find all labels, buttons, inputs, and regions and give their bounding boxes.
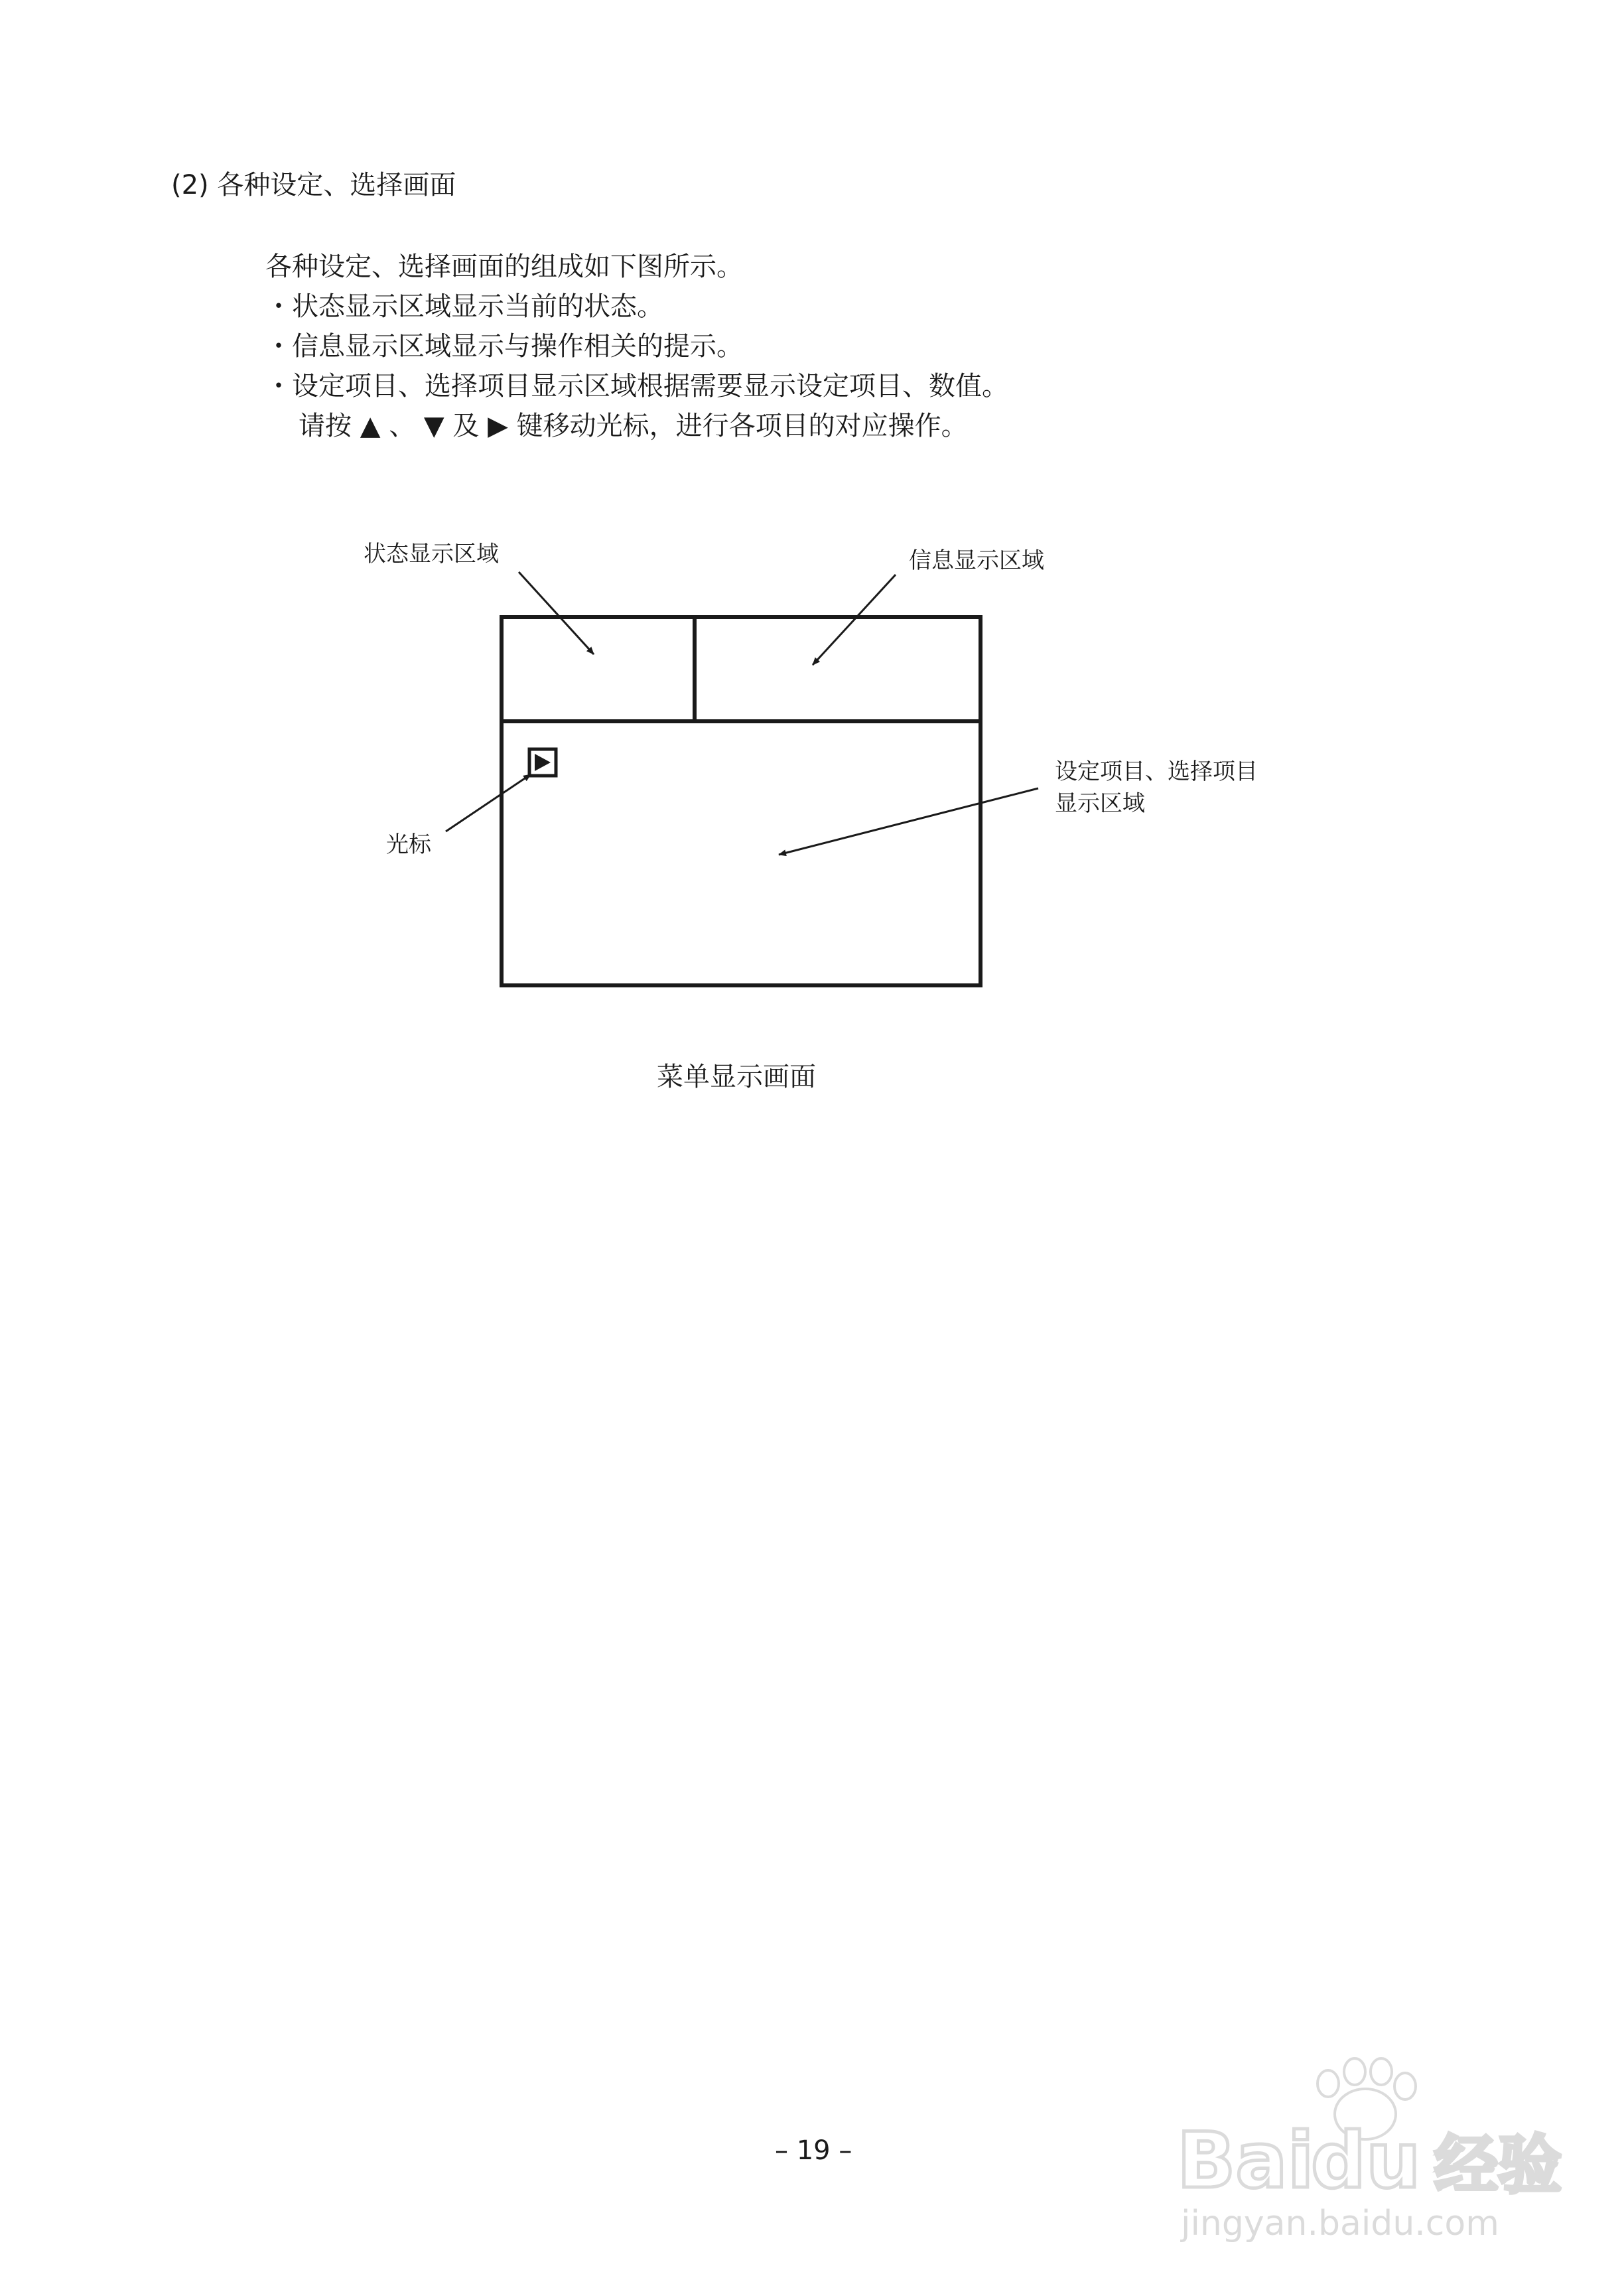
items-area-label-line2: 显示区域: [1055, 790, 1145, 817]
separator-text: 、: [389, 411, 416, 441]
instruction-suffix: 键移动光标，进行各项目的对应操作。: [516, 411, 968, 441]
info-area-label: 信息显示区域: [909, 547, 1044, 574]
instruction-prefix: 请按: [299, 411, 352, 441]
status-area-label: 状态显示区域: [364, 541, 499, 567]
cursor-label: 光标: [386, 831, 431, 858]
intro-line: 各种设定、选择画面的组成如下图所示。: [265, 251, 743, 282]
cursor-arrow: [446, 774, 531, 831]
right-triangle-icon: ▶: [488, 411, 508, 441]
info-area-arrow: [813, 575, 896, 665]
cursor-symbol: [529, 749, 556, 776]
svg-text:du: du: [1311, 2116, 1421, 2206]
svg-text:经验: 经验: [1434, 2128, 1562, 2202]
and-text: 及: [452, 411, 480, 441]
baidu-watermark-logo: [1154, 2057, 1579, 2249]
diagram-caption: 菜单显示画面: [657, 1062, 816, 1092]
svg-text:jingyan.baidu.com: jingyan.baidu.com: [1181, 2204, 1499, 2244]
svg-text:Bai: Bai: [1177, 2116, 1314, 2206]
screen-frame: [502, 617, 981, 985]
status-area-arrow: [519, 572, 594, 654]
items-area-arrow: [779, 788, 1038, 855]
down-triangle-icon: ▼: [423, 411, 444, 441]
bullet-status-area: ・状态显示区域显示当前的状态。: [265, 291, 663, 322]
bullet-items-area: ・设定项目、选择项目显示区域根据需要显示设定项目、数值。: [265, 371, 1008, 401]
section-heading: (2) 各种设定、选择画面: [171, 170, 456, 200]
up-triangle-icon: ▲: [360, 411, 381, 441]
page-number: – 19 –: [775, 2135, 852, 2166]
items-area-label-line1: 设定项目、选择项目: [1055, 758, 1258, 785]
bullet-info-area: ・信息显示区域显示与操作相关的提示。: [265, 331, 743, 362]
